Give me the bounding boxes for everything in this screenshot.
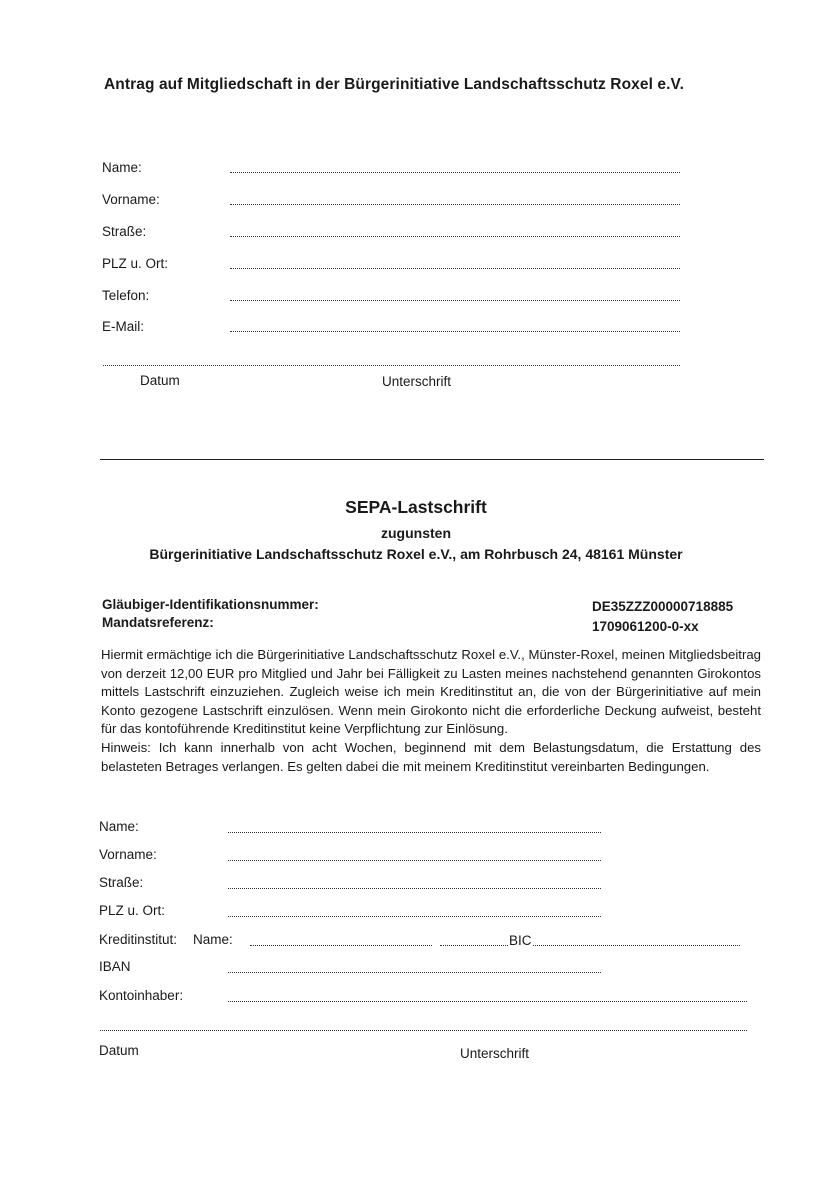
creditor-id-value: DE35ZZZ00000718885 — [592, 599, 734, 614]
membership-vorname-field[interactable] — [230, 204, 680, 205]
sepa-creditor-line: Bürgerinitiative Landschaftsschutz Roxel e.V., am Rohrbusch 24, 48161 Münster — [149, 546, 683, 562]
bank-label: Kreditinstitut: — [99, 932, 178, 947]
sepa-date-label: Datum — [99, 1043, 139, 1058]
sepa-plz-label: PLZ u. Ort: — [99, 903, 166, 918]
bank-name-field[interactable] — [250, 945, 432, 946]
membership-vorname-label: Vorname: — [102, 192, 160, 207]
membership-telefon-label: Telefon: — [102, 288, 150, 303]
membership-email-label: E-Mail: — [102, 319, 145, 334]
membership-title: Antrag auf Mitgliedschaft in der Bürgerinitiative Landschaftsschutz Roxel e.V. — [104, 76, 684, 93]
membership-strasse-label: Straße: — [102, 224, 147, 239]
hint-text: Hinweis: Ich kann innerhalb von acht Wochen, beginnend mit dem Belastungsdatum, die Erstattung des belasteten Betrages verlangen. Es gelten dabei die mit meinem Kreditinstitut vereinbarten Bedingungen. — [101, 739, 761, 774]
mandate-label: Mandatsreferenz: — [102, 615, 214, 630]
membership-plz-field[interactable] — [230, 268, 680, 269]
membership-date-label: Datum — [140, 373, 180, 388]
account-holder-field[interactable] — [228, 1001, 747, 1002]
membership-name-field[interactable] — [230, 172, 680, 173]
membership-plz-label: PLZ u. Ort: — [102, 256, 169, 271]
sepa-vorname-field[interactable] — [228, 860, 601, 861]
membership-telefon-field[interactable] — [230, 300, 680, 301]
membership-email-field[interactable] — [230, 331, 680, 332]
creditor-id-label: Gläubiger-Identifikationsnummer: — [102, 597, 319, 612]
sepa-plz-field[interactable] — [228, 916, 601, 917]
sepa-strasse-field[interactable] — [228, 888, 601, 889]
membership-signature-line[interactable] — [103, 365, 680, 366]
sepa-vorname-label: Vorname: — [99, 847, 157, 862]
iban-label: IBAN — [99, 959, 131, 974]
iban-field[interactable] — [228, 972, 601, 973]
sepa-heading: SEPA-Lastschrift — [345, 497, 487, 517]
authorization-paragraph — [101, 646, 761, 776]
bank-name-label: Name: — [193, 932, 233, 947]
membership-signature-label: Unterschrift — [382, 374, 452, 389]
bic-label: BIC — [509, 933, 532, 948]
mandate-value: 1709061200-0-xx — [592, 619, 699, 634]
sepa-subheading: zugunsten — [381, 525, 451, 541]
sepa-signature-line[interactable] — [100, 1030, 747, 1031]
sepa-name-field[interactable] — [228, 832, 601, 833]
bic-field[interactable] — [533, 945, 740, 946]
sepa-name-label: Name: — [99, 819, 139, 834]
membership-name-label: Name: — [102, 160, 142, 175]
account-holder-label: Kontoinhaber: — [99, 988, 184, 1003]
sepa-strasse-label: Straße: — [99, 875, 144, 890]
membership-strasse-field[interactable] — [230, 236, 680, 237]
sepa-signature-label: Unterschrift — [460, 1046, 530, 1061]
authorization-text: Hiermit ermächtige ich die Bürgerinitiative Landschaftsschutz Roxel e.V., Münster-Roxel, meinen Mitgliedsbeitrag von derzeit 12,00 EUR pro Mitglied und Jahr bei Fälligkeit zu Lasten meines nachstehend genannten Girokontos mittels Lastschrift einzuziehen. Zugleich weise ich mein Kreditinstitut an, die von der Bürgerinitiative auf mein Konto gezogene Lastschrift einzulösen. Wenn mein Girokonto nicht die erforderliche Deckung aufweist, besteht für das kontoführende Kreditinstitut keine Verpflichtung zur Einlösung. — [101, 647, 761, 737]
bank-name-field-2[interactable] — [440, 945, 508, 946]
section-divider — [100, 459, 764, 460]
